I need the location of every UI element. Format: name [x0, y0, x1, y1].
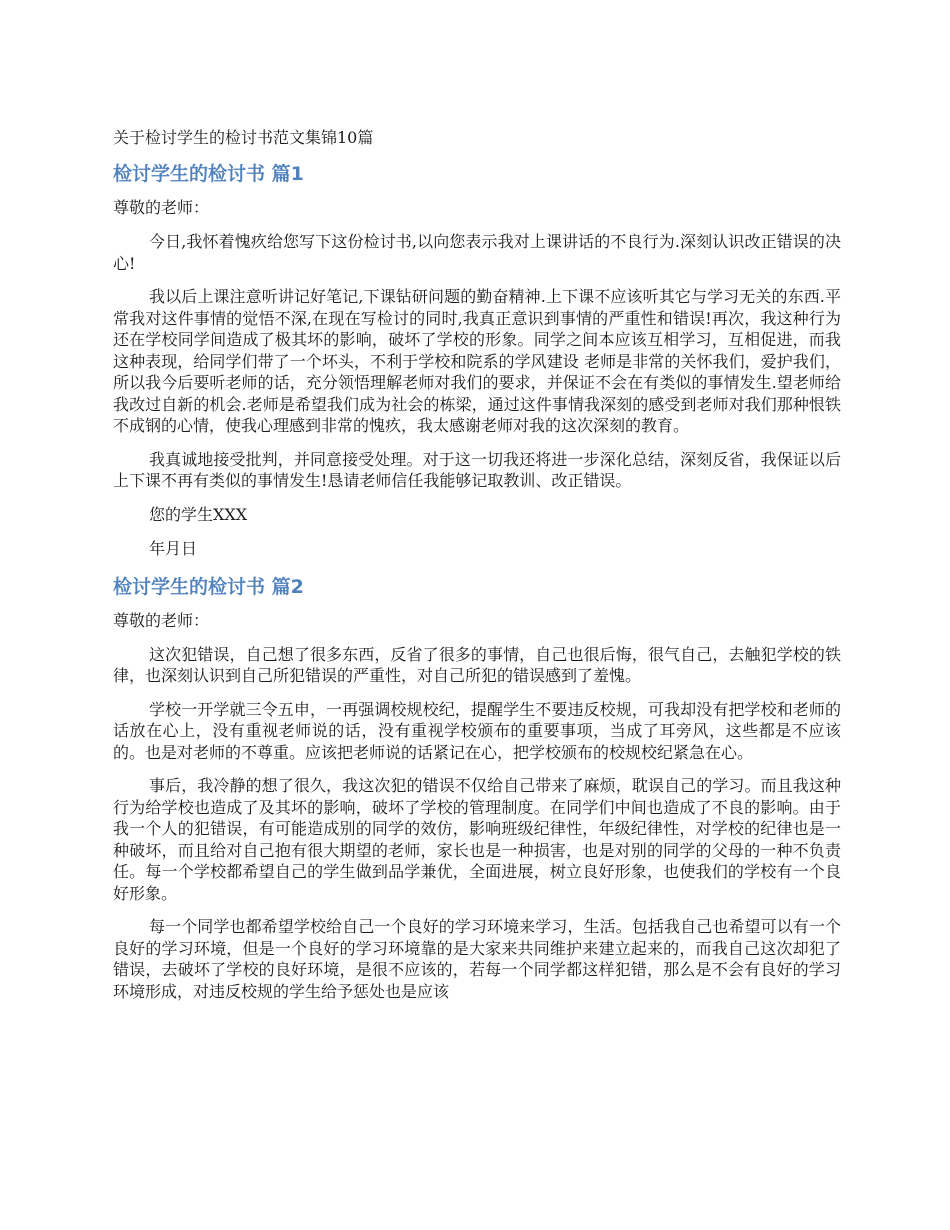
paragraph: 今日,我怀着愧疚给您写下这份检讨书,以向您表示我对上课讲话的不良行为.深刻认识改正错误的决心!: [113, 232, 841, 273]
salutation: 尊敬的老师：: [113, 198, 210, 217]
document-page: [113, 127, 841, 1014]
section-heading: 检讨学生的检讨书 篇1: [113, 163, 304, 185]
paragraph: 我真诚地接受批判，并同意接受处理。对于这一切我还将进一步深化总结，深刻反省，我保证以后上下课不再有类似的事情发生!恳请老师信任我能够记取教训、改正错误。: [113, 449, 841, 490]
section-1: [113, 161, 841, 560]
signature: 您的学生XXX: [149, 504, 248, 524]
paragraph: 这次犯错误，自己想了很多东西，反省了很多的事情，自己也很后悔，很气自己，去触犯学校的铁律，也深刻认识到自己所犯错误的严重性，对自己所犯的错误感到了羞愧。: [113, 644, 841, 685]
salutation: 尊敬的老师：: [113, 610, 210, 630]
paragraph: 学校一开学就三令五申，一再强调校规校纪，提醒学生不要违反校规，可我却没有把学校和老师的话放在心上，没有重视老师说的话，没有重视学校颁布的重要事项，当成了耳旁风，这些都是不应该的。也是对老师的不尊重。应该把老师说的话紧记在心，把学校颁布的校规校纪紧急在心。: [113, 699, 841, 762]
date-line: 年月日: [149, 538, 198, 558]
paragraph: 事后，我冷静的想了很久，我这次犯的错误不仅给自己带来了麻烦，耽误自己的学习。而且我这种行为给学校也造成了及其坏的影响，破坏了学校的管理制度。在同学们中间也造成了不良的影响。由于我一个人的犯错误，有可能造成别的同学的效仿，影响班级纪律性，年级纪律性，对学校的纪律也是一种破坏，而且给对自己抱有很大期望的老师，家长也是一种损害，也是对别的同学的父母的一种不负责任。每一个学校都希望自己的学生做到品学兼优，全面进展，树立良好形象，也使我们的学校有一个良好形象。: [113, 776, 841, 903]
document-title: 关于检讨学生的检讨书范文集锦10篇: [113, 128, 374, 147]
paragraph: 我以后上课注意听讲记好笔记,下课钻研问题的勤奋精神.上下课不应该听其它与学习无关的东西.平常我对这件事情的觉悟不深,在现在写检讨的同时,我真正意识到事情的严重性和错误!再次，我这种行为还在学校同学间造成了极其坏的影响，破坏了学校的形象。同学之间本应该互相学习，互相促进，而我这种表现，给同学们带了一个坏头，不利于学校和院系的学风建设 老师是非常的关怀我们，爱护我们，所以我今后要听老师的话，充分领悟理解老师对我们的要求，并保证不会在有类似的事情发生.望老师给我改过自新的机会.老师是希望我们成为社会的栋梁，通过这件事情我深刻的感受到老师对我们那种恨铁不成钢的心情，使我心理感到非常的愧疚，我太感谢老师对我的这次深刻的教育。: [113, 287, 841, 435]
paragraph: 每一个同学也都希望学校给自己一个良好的学习环境来学习，生活。包括我自己也希望可以有一个良好的学习环境，但是一个良好的学习环境靠的是大家来共同维护来建立起来的，而我自己这次却犯了错误，去破坏了学校的良好环境，是很不应该的，若每一个同学都这样犯错，那么是不会有良好的学习环境形成，对违反校规的学生给予惩处也是应该: [113, 917, 841, 1001]
section-2: [113, 574, 841, 1003]
section-heading: 检讨学生的检讨书 篇2: [113, 575, 304, 598]
